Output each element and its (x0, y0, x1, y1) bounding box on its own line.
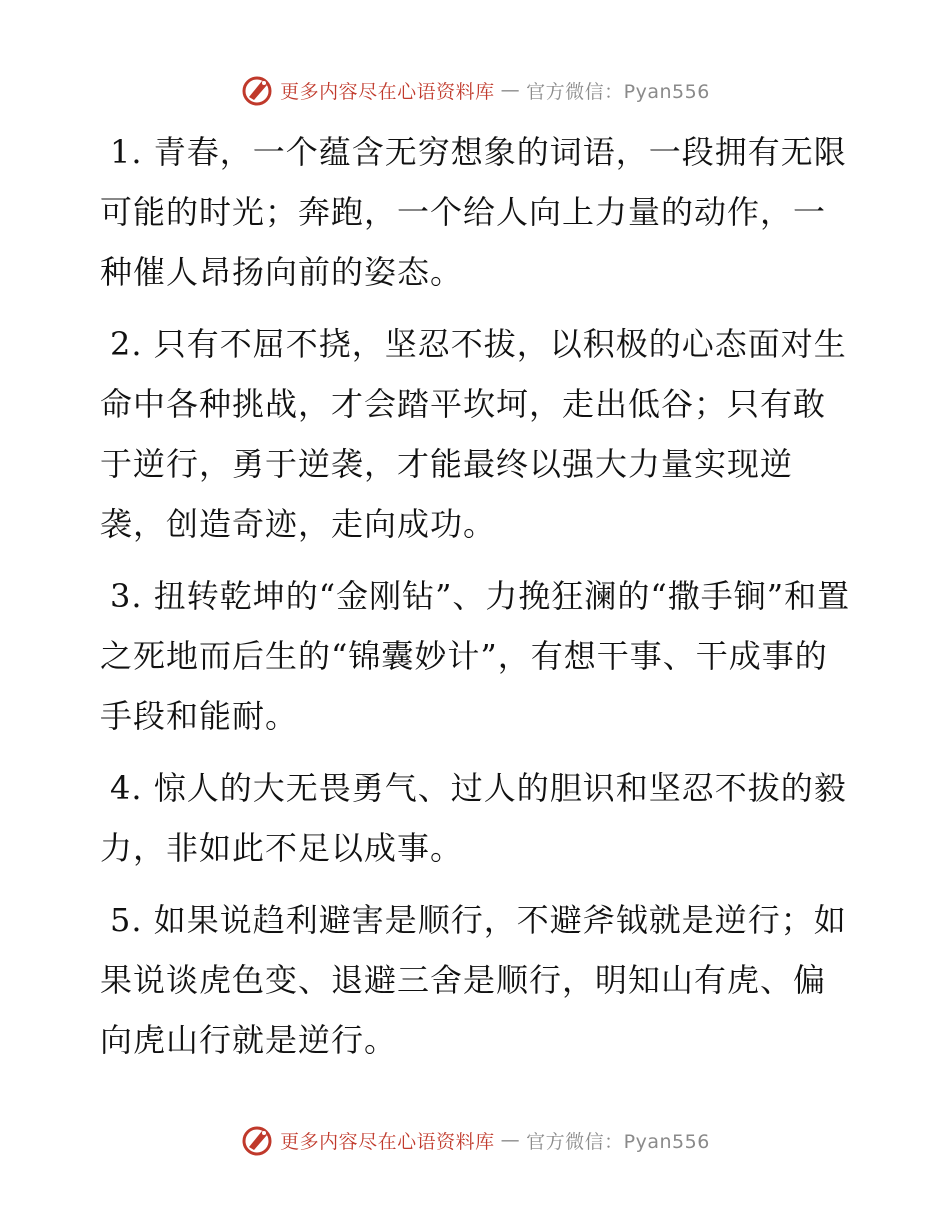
banner-site-name: 更多内容尽在心语资料库 (280, 1130, 495, 1153)
paragraph-5: 5. 如果说趋利避害是顺行，不避斧钺就是逆行；如果说谈虎色变、退避三舍是顺行，明知山有虎、偏向虎山行就是逆行。 (100, 901, 847, 1059)
footer-banner (0, 1120, 950, 1160)
document-body (100, 122, 852, 1082)
pen-logo-icon (240, 73, 274, 107)
banner-site-name: 更多内容尽在心语资料库 (280, 80, 495, 103)
header-banner (0, 70, 950, 110)
pen-logo-icon (240, 1123, 274, 1157)
banner-wechat: 官方微信：Pyan556 (526, 80, 710, 103)
banner-dash: — (500, 79, 521, 101)
paragraph-1: 1. 青春，一个蕴含无穷想象的词语，一段拥有无限可能的时光；奔跑，一个给人向上力量的动作，一种催人昂扬向前的姿态。 (100, 133, 847, 291)
banner-wechat: 官方微信：Pyan556 (526, 1130, 710, 1153)
header-banner-content (240, 73, 710, 107)
paragraph-3: 3. 扭转乾坤的“金刚钻”、力挽狂澜的“撒手锏”和置之死地而后生的“锦囊妙计”，有想干事、干成事的手段和能耐。 (100, 577, 851, 735)
banner-dash: — (500, 1129, 521, 1151)
paragraph-2: 2. 只有不屈不挠，坚忍不拔，以积极的心态面对生命中各种挑战，才会踏平坎坷，走出低谷；只有敢于逆行，勇于逆袭，才能最终以强大力量实现逆袭，创造奇迹，走向成功。 (100, 325, 847, 543)
footer-banner-content (240, 1123, 710, 1157)
paragraph-4: 4. 惊人的大无畏勇气、过人的胆识和坚忍不拔的毅力，非如此不足以成事。 (100, 769, 847, 867)
